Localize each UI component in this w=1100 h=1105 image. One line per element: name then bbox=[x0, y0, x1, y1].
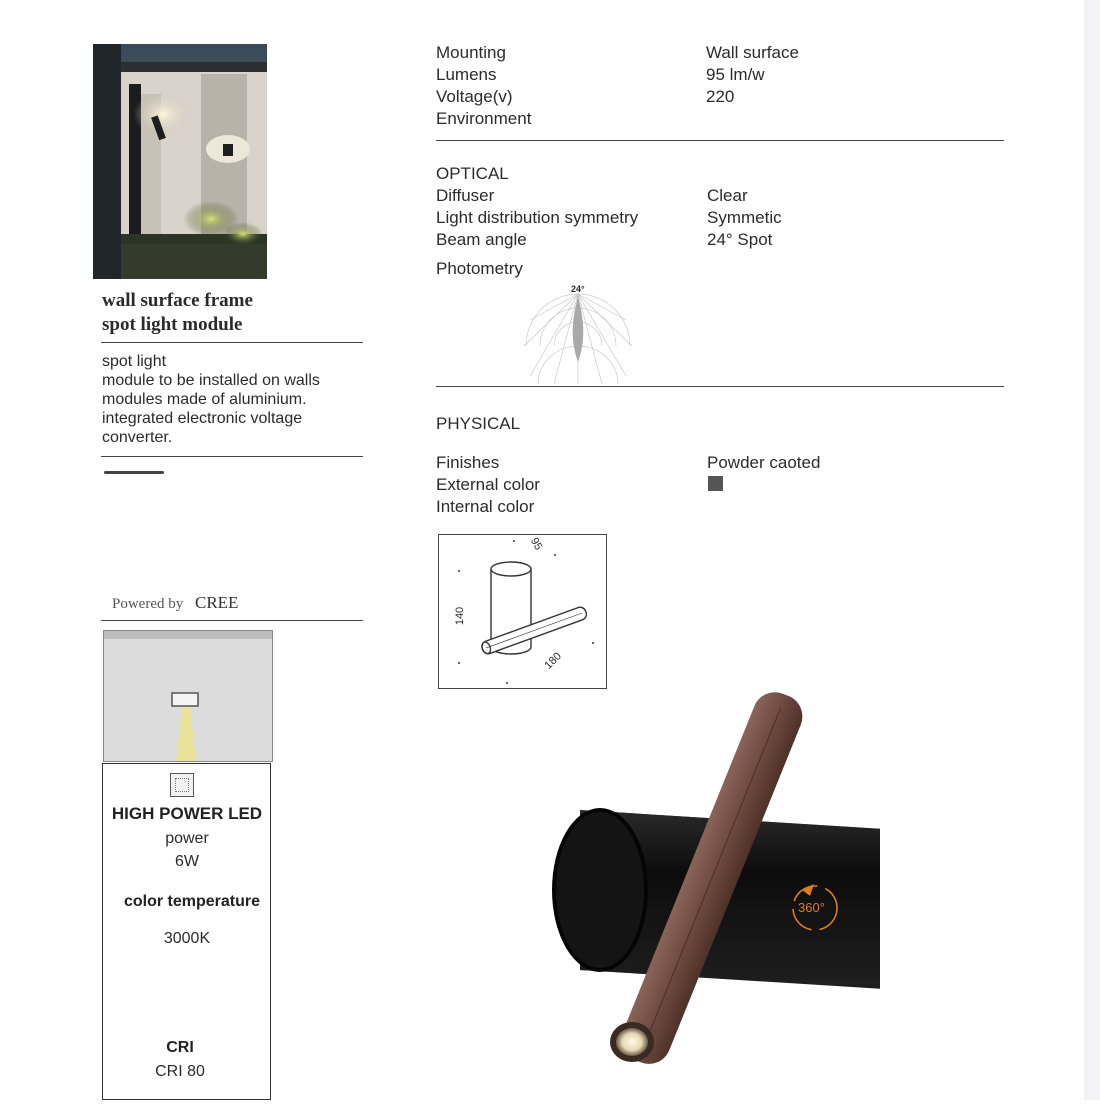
description-line: module to be installed on walls bbox=[102, 372, 320, 389]
dimension-height: 140 bbox=[454, 606, 467, 626]
spec-value-voltage: 220 bbox=[706, 87, 735, 106]
spec-value-mounting: Wall surface bbox=[706, 43, 799, 62]
rotation-label: 360° bbox=[798, 900, 825, 915]
description-line: integrated electronic voltage bbox=[102, 410, 303, 427]
spec-label-symmetry: Light distribution symmetry bbox=[436, 208, 639, 227]
divider bbox=[101, 342, 363, 343]
physical-labels bbox=[436, 452, 540, 518]
right-edge-strip bbox=[1084, 0, 1100, 1100]
product-photo bbox=[93, 44, 267, 279]
description-line: modules made of aluminium. bbox=[102, 391, 307, 408]
product-render bbox=[540, 680, 880, 1100]
product-description bbox=[102, 352, 320, 447]
physical-heading: PHYSICAL bbox=[436, 414, 521, 433]
cri-label: CRI bbox=[166, 1039, 194, 1056]
spec-label-mounting: Mounting bbox=[436, 43, 506, 62]
general-values bbox=[706, 42, 799, 108]
description-line: converter. bbox=[102, 429, 173, 446]
spec-label-finishes: Finishes bbox=[436, 453, 500, 472]
powered-by-label: Powered by bbox=[112, 596, 184, 612]
optical-values bbox=[707, 185, 782, 251]
color-temp-label: color temperature bbox=[123, 893, 261, 910]
product-title-line2: spot light module bbox=[102, 314, 243, 335]
spec-label-beam-angle: Beam angle bbox=[436, 230, 527, 249]
cri-value: CRI 80 bbox=[155, 1063, 205, 1080]
product-title bbox=[102, 289, 253, 337]
description-line: spot light bbox=[102, 353, 167, 370]
spec-label-lumens: Lumens bbox=[436, 65, 497, 84]
external-color-swatch bbox=[708, 476, 723, 491]
dimension-length: 180 bbox=[542, 650, 564, 672]
divider bbox=[101, 620, 363, 621]
divider bbox=[436, 386, 1004, 387]
spec-value-beam-angle: 24° Spot bbox=[707, 230, 773, 249]
power-label: power bbox=[165, 830, 209, 847]
photometry-angle: 24° bbox=[571, 284, 585, 294]
led-illustration bbox=[103, 630, 273, 762]
led-heading: HIGH POWER LED bbox=[111, 804, 263, 823]
divider bbox=[101, 456, 363, 457]
brand-name: CREE bbox=[195, 593, 239, 612]
spec-label-diffuser: Diffuser bbox=[436, 186, 495, 205]
spec-value-symmetry: Symmetic bbox=[707, 208, 782, 227]
optical-heading: OPTICAL bbox=[436, 164, 509, 183]
spec-value-finishes: Powder caoted bbox=[707, 453, 821, 472]
divider-mark bbox=[104, 471, 164, 474]
photometry-label: Photometry bbox=[436, 259, 523, 278]
product-title-line1: wall surface frame bbox=[102, 290, 253, 311]
divider bbox=[436, 140, 1004, 141]
dimension-top: 95 bbox=[527, 535, 545, 553]
spec-label-environment: Environment bbox=[436, 109, 532, 128]
color-temp-value: 3000K bbox=[163, 930, 211, 947]
spec-label-voltage: Voltage(v) bbox=[436, 87, 513, 106]
power-value: 6W bbox=[175, 853, 199, 870]
spec-label-external-color: External color bbox=[436, 475, 540, 494]
general-labels bbox=[436, 42, 531, 130]
powered-by bbox=[112, 593, 238, 613]
photometry-diagram bbox=[520, 280, 636, 384]
spec-label-internal-color: Internal color bbox=[436, 497, 535, 516]
spec-value-lumens: 95 lm/w bbox=[706, 65, 765, 84]
optical-labels bbox=[436, 185, 638, 251]
led-chip-icon bbox=[170, 773, 194, 797]
spec-value-diffuser: Clear bbox=[707, 186, 748, 205]
